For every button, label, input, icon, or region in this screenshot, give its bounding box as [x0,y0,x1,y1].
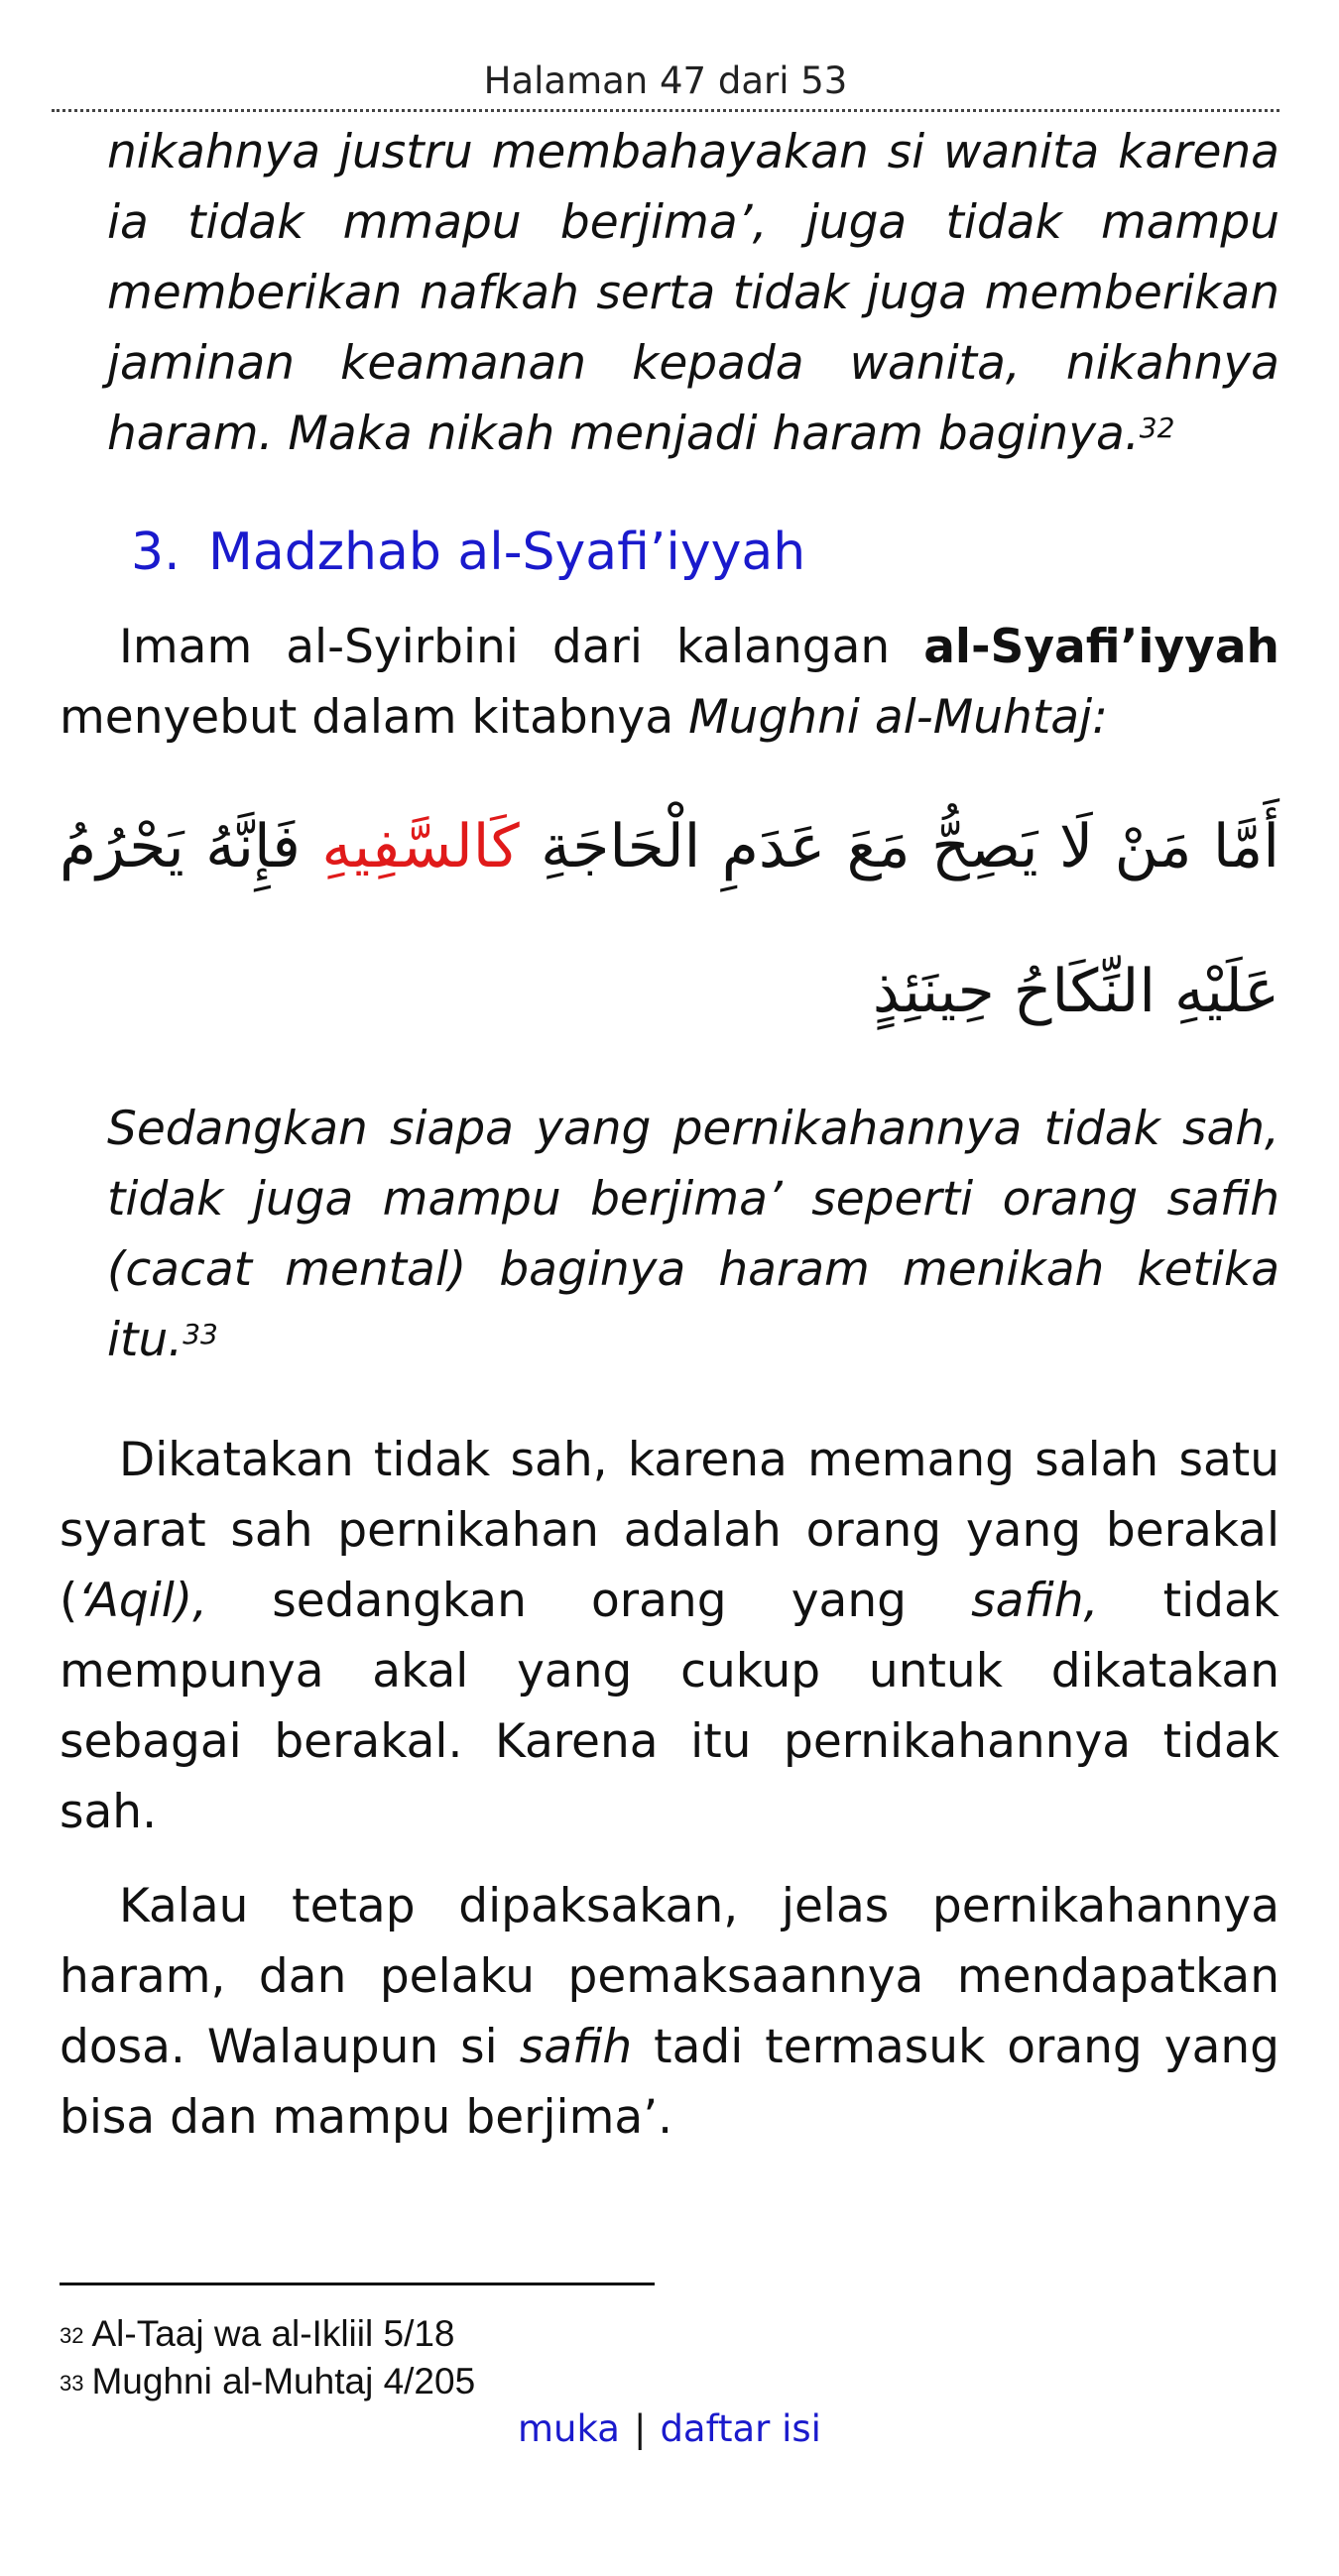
body-paragraph-3: Kalau tetap dipaksakan, jelas pernikahannya haram, dan pelaku pemaksaannya mendapatkan dosa. Walaupun si safih tadi termasuk orang yang bisa dan mampu berjima’. [60,1879,1279,2145]
home-link[interactable]: muka [518,2407,620,2450]
section-title: Madzhab al-Syafi’iyyah [208,523,806,582]
footnote-ref-32[interactable]: 32 [1139,411,1175,444]
body-paragraph-2: Dikatakan tidak sah, karena memang salah satu syarat sah pernikahan adalah orang yang berakal (‘Aqil), sedangkan orang yang safih, tidak mempunya akal yang cukup untuk dikatakan sebagai berakal. Karena itu pernikahannya tidak sah. [60,1433,1279,1839]
translation-paragraph: Sedangkan siapa yang pernikahannya tidak sah, tidak juga mampu berjima’ seperti orang safih (cacat mental) baginya haram menikah ketika itu.$^{33}$ [107,1102,1279,1367]
toc-link[interactable]: daftar isi [660,2407,821,2450]
intro-bold: al-Syafi’iyyah [923,620,1279,674]
section-number: 3. [131,523,181,582]
footnotes [60,2310,475,2405]
page-content [60,117,1279,2153]
book-title: Mughni al-Muhtaj: [688,690,1108,745]
intro-paragraph: Imam al-Syirbini dari kalangan al-Syafi’iyyah menyebut dalam kitabnya Mughni al-Muhtaj: [60,620,1279,745]
quote-paragraph: nikahnya justru membahayakan si wanita karena ia tidak mmapu berjima’, juga tidak mampu memberikan nafkah serta tidak juga memberikan jaminan keamanan kepada wanita, nikahnya haram. Maka nikah menjadi haram baginya.$^{32}$ [107,125,1279,461]
arabic-quote: أَمَّا مَنْ لَا يَصِحُّ مَعَ عَدَمِ الْحَاجَةِ كَالسَّفِيهِ فَإِنَّهُ يَحْرُمُ عَلَيْهِ النِّكَاحُ حِينَئِذٍ [60,812,1279,1026]
page-header [52,58,1279,112]
page-nav [0,2407,1339,2450]
page-number-label: Halaman 47 dari 53 [483,59,848,102]
footnote-ref-33[interactable]: 33 [183,1318,218,1350]
footnote-33: $^{33}$ Mughni al-Muhtaj 4/205 [60,2361,476,2401]
footnote-32: $^{32}$ Al-Taaj wa al-Ikliil 5/18 [60,2313,455,2354]
footnote-divider [60,2283,655,2285]
nav-separator: | [633,2407,647,2450]
section-heading [131,521,1279,584]
arabic-highlight: كَالسَّفِيهِ [321,812,520,881]
